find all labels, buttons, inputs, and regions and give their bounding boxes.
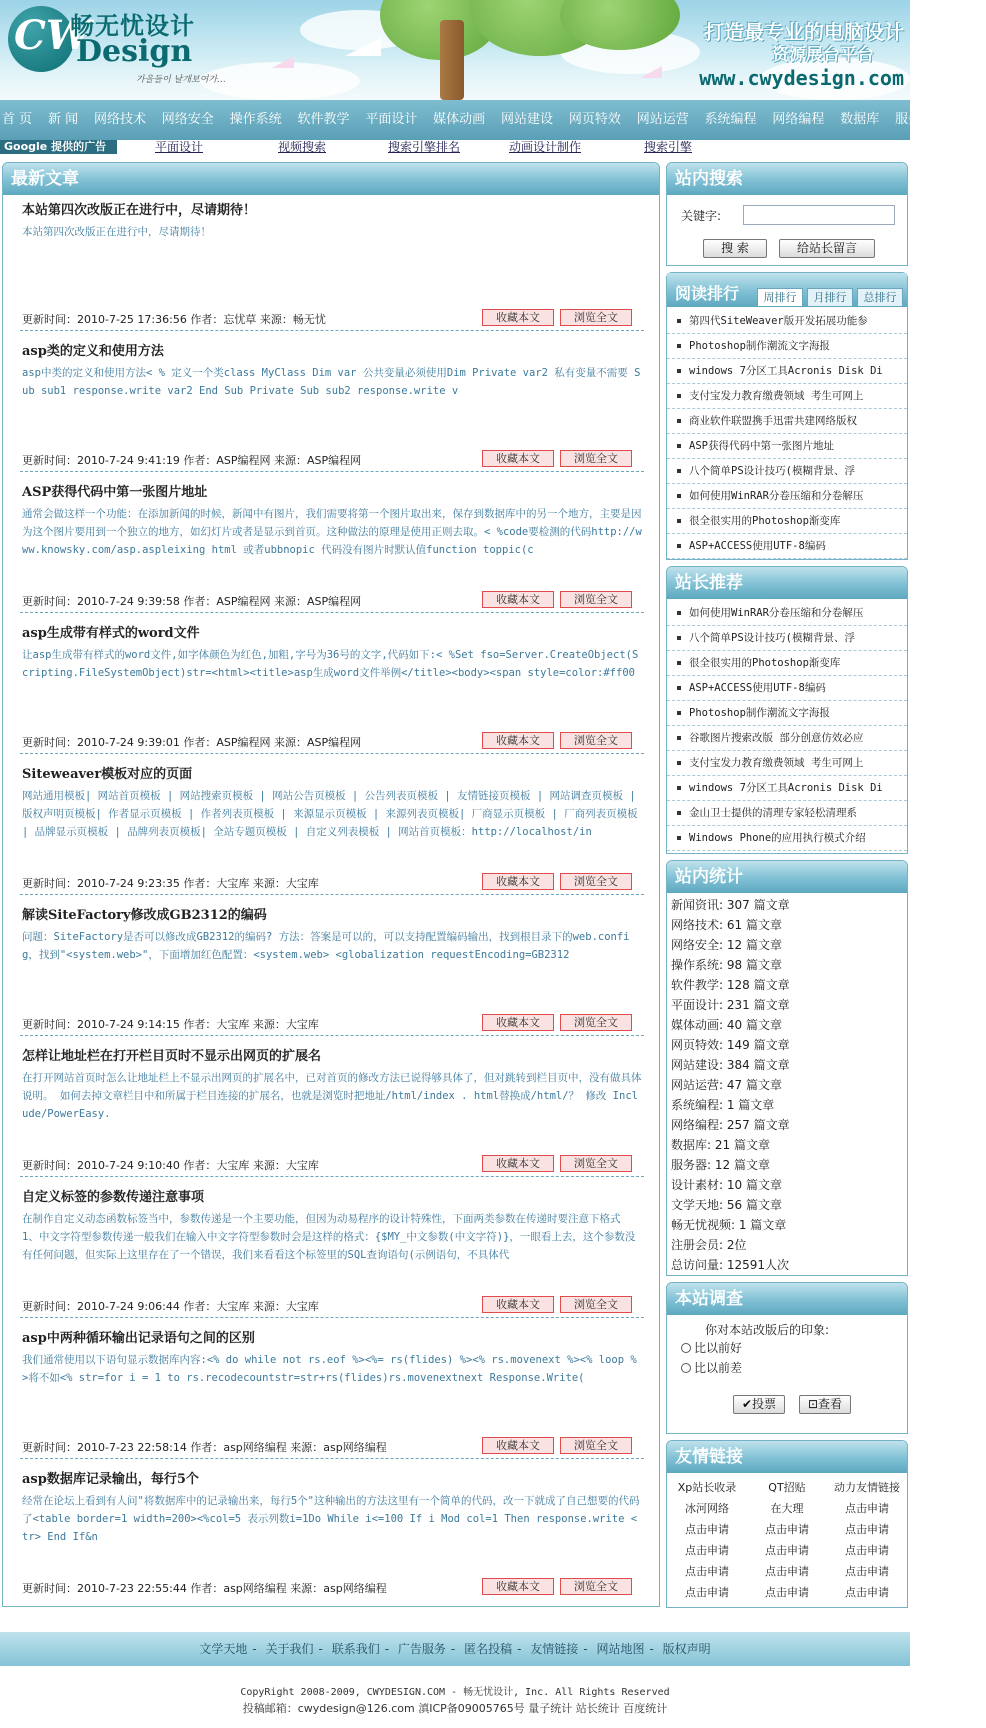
list-item-label: ASP获得代码中第一张图片地址	[689, 440, 834, 452]
ad-link[interactable]: 搜索引擎	[644, 140, 693, 154]
nav-item-materials[interactable]: 素 材	[949, 112, 981, 127]
list-item[interactable]	[667, 626, 907, 651]
bullet-icon	[677, 494, 681, 498]
search-button[interactable]: 搜 索	[703, 239, 767, 258]
article-meta: 更新时间：2010-7-24 9:14:15 作者：大宝库 来源：大宝库	[22, 1018, 319, 1031]
list-item-label: 商业软件联盟携手迅雷共建网络版权	[689, 415, 857, 427]
list-item[interactable]	[667, 384, 907, 409]
list-item-label: 谷歌图片搜索改版 部分创意仿效必应	[689, 732, 864, 744]
list-item[interactable]	[667, 651, 907, 676]
bullet-icon	[677, 319, 681, 323]
stat-item: 数据库: 21 篇文章	[671, 1138, 770, 1152]
list-item[interactable]	[667, 801, 907, 826]
list-item-label: 如何使用WinRAR分卷压缩和分卷解压	[689, 490, 864, 502]
survey-question: 你对本站改版后的印象:	[705, 1323, 830, 1337]
stat-item: 网络编程: 257 篇文章	[671, 1118, 790, 1132]
article-item	[20, 763, 644, 904]
favorite-button[interactable]: 收藏本文	[482, 1296, 554, 1313]
article-title[interactable]: asp类的定义和使用方法	[22, 344, 164, 359]
article-summary: 网站通用模板| 网站首页模板 | 网站搜索页模板 | 网站公告页模板 | 公告列表页模板 | 友情链接页模板 | 网站调查页模板 | 版权声明页模板| 作者显示页模板 | 作者列表页模板 | 来源显示页模板 | 来源列表页模板| 厂商显示页模板 | 厂商列表页模板 | 品牌显示页模板 | 品牌列表页模板| 全站专题页模板 | 自定义列表模板 | 网站首页模板：http://localhost/in	[22, 790, 638, 838]
list-item[interactable]	[667, 701, 907, 726]
article-item	[20, 1327, 644, 1468]
bullet-icon	[677, 761, 681, 765]
article-meta: 更新时间：2010-7-23 22:55:44 作者：asp网络编程 来源：asp网络编程	[22, 1582, 387, 1595]
list-item-label: ASP+ACCESS使用UTF-8编码	[689, 682, 826, 694]
footer-separator: -	[252, 1642, 257, 1656]
article-divider	[20, 330, 644, 331]
footer-link[interactable]: 网站地图	[596, 1642, 645, 1656]
survey-option[interactable]	[681, 1359, 742, 1376]
nav-item-web-building[interactable]: 网站建设	[501, 112, 554, 127]
friend-link[interactable]: 点击申请	[845, 1523, 889, 1536]
main-nav	[0, 100, 981, 140]
favorite-button[interactable]: 收藏本文	[482, 1578, 554, 1595]
article-meta: 更新时间：2010-7-23 22:58:14 作者：asp网络编程 来源：asp网络编程	[22, 1441, 387, 1454]
nav-item-server[interactable]: 服务器	[895, 112, 935, 127]
nav-item-os[interactable]: 操作系统	[229, 112, 282, 127]
read-full-button[interactable]: 浏览全文	[560, 309, 632, 326]
article-divider	[20, 1458, 644, 1459]
paper-plane-icon	[272, 56, 294, 68]
list-item[interactable]	[667, 359, 907, 384]
article-meta: 更新时间：2010-7-24 9:10:40 作者：大宝库 来源：大宝库	[22, 1159, 319, 1172]
read-full-button[interactable]: 浏览全文	[560, 1296, 632, 1313]
article-meta: 更新时间：2010-7-24 9:41:19 作者：ASP编程网 来源：ASP编程网	[22, 454, 362, 467]
friend-link[interactable]: QT招贴	[768, 1481, 806, 1494]
nav-item-network-security[interactable]: 网络安全	[161, 112, 214, 127]
nav-item-web-effects[interactable]: 网页特效	[568, 112, 621, 127]
list-item-label: 八个简单PS设计技巧(模糊背景、浮	[689, 632, 855, 644]
bullet-icon	[677, 344, 681, 348]
ad-link[interactable]: 视频搜索	[278, 140, 327, 154]
list-item[interactable]	[667, 751, 907, 776]
site-search-panel	[666, 162, 908, 266]
list-item[interactable]	[667, 776, 907, 801]
bullet-icon	[677, 469, 681, 473]
survey-option-label: 比以前差	[694, 1361, 743, 1375]
site-survey-title: 本站调查	[667, 1283, 907, 1315]
article-item	[20, 622, 644, 763]
article-item	[20, 199, 644, 340]
friend-link[interactable]: 点击申请	[765, 1544, 809, 1557]
footer-link[interactable]: 广告服务	[397, 1642, 446, 1656]
article-summary: 在打开网站首页时怎么让地址栏上不显示出网页的扩展名中，已对首页的修改方法已说得够具体了，但对跳转到栏目页中，没有做具体说明。 如何去掉文章栏目中和所属于栏目连接的扩展名，也就是浏览时把地址/html/index . html替换成/html/？ 修改 Include/PowerEasy.	[22, 1072, 642, 1120]
list-item-label: 支付宝发力教育缴费领域 考生可网上	[689, 757, 864, 769]
site-survey-panel	[666, 1282, 908, 1434]
stat-item: 系统编程: 1 篇文章	[671, 1098, 775, 1112]
logo-chinese-name: 畅无忧设计	[70, 12, 195, 40]
bullet-icon	[677, 544, 681, 548]
friend-link[interactable]: 点击申请	[845, 1544, 889, 1557]
stat-item: 媒体动画: 40 篇文章	[671, 1018, 782, 1032]
article-title[interactable]: 解读SiteFactory修改成GB2312的编码	[22, 908, 267, 923]
article-title[interactable]: ASP获得代码中第一张图片地址	[22, 485, 208, 500]
keyword-input[interactable]	[743, 205, 895, 225]
tab-weekly-rank[interactable]: 周排行	[757, 288, 803, 306]
read-full-button[interactable]: 浏览全文	[560, 1014, 632, 1031]
article-title[interactable]: 本站第四次改版正在进行中，尽请期待！	[22, 203, 257, 218]
footer-separator: -	[384, 1642, 390, 1656]
list-item[interactable]	[667, 334, 907, 359]
nav-item-database[interactable]: 数据库	[840, 112, 880, 127]
ad-link[interactable]: 平面设计	[155, 140, 204, 154]
article-meta: 更新时间：2010-7-24 9:39:01 作者：ASP编程网 来源：ASP编程网	[22, 736, 362, 749]
article-title[interactable]: 自定义标签的参数传递注意事项	[22, 1190, 205, 1205]
latest-articles-title: 最新文章	[3, 163, 659, 195]
site-url: www.cwydesign.com	[699, 66, 904, 90]
icp-and-stats-text: 投稿邮箱：cwydesign@126.com 滇ICP备09005765号 量子统计 站长统计 百度统计	[242, 1702, 668, 1715]
nav-item-animation[interactable]: 媒体动画	[433, 112, 486, 127]
nav-item-network-programming[interactable]: 网络编程	[772, 112, 825, 127]
article-title[interactable]: Siteweaver模板对应的页面	[22, 767, 193, 782]
bullet-icon	[677, 394, 681, 398]
footer-link[interactable]: 友情链接	[530, 1642, 579, 1656]
favorite-button[interactable]: 收藏本文	[482, 873, 554, 890]
article-meta: 更新时间：2010-7-24 9:23:35 作者：大宝库 来源：大宝库	[22, 877, 319, 890]
survey-option-label: 比以前好	[694, 1341, 743, 1355]
friend-link[interactable]: 点击申请	[845, 1586, 889, 1599]
favorite-button[interactable]: 收藏本文	[482, 1437, 554, 1454]
footer-separator: -	[517, 1642, 522, 1656]
list-item-label: Photoshop制作潮流文字海报	[689, 340, 830, 352]
list-item-label: ASP+ACCESS使用UTF-8编码	[689, 540, 826, 552]
article-meta: 更新时间：2010-7-24 9:06:44 作者：大宝库 来源：大宝库	[22, 1300, 319, 1313]
friend-links-title: 友情链接	[667, 1441, 907, 1473]
logo-tagline: 가을들이 날개보여가…	[136, 75, 227, 85]
paper-plane-icon	[640, 66, 662, 78]
vote-button-label: 投票	[752, 1397, 777, 1411]
stat-item: 设计素材: 10 篇文章	[671, 1178, 782, 1192]
stat-item: 畅无忧视频: 1 篇文章	[671, 1218, 787, 1232]
friend-link[interactable]: 点击申请	[685, 1523, 729, 1536]
list-item-label: 如何使用WinRAR分卷压缩和分卷解压	[689, 607, 864, 619]
footer-link[interactable]: 版权声明	[662, 1642, 711, 1656]
footer-separator: -	[450, 1642, 456, 1656]
list-item[interactable]	[667, 676, 907, 701]
friend-link[interactable]: 在大理	[770, 1502, 804, 1515]
read-full-button[interactable]: 浏览全文	[560, 732, 632, 749]
paper-plane-icon	[345, 38, 381, 56]
list-item[interactable]	[667, 484, 907, 509]
bullet-icon	[677, 811, 681, 815]
google-ads-bar	[0, 140, 910, 154]
bullet-icon	[677, 836, 681, 840]
reading-rank-header	[667, 273, 907, 307]
ads-label[interactable]: Google 提供的广告	[0, 140, 117, 154]
bullet-icon	[677, 636, 681, 640]
friend-link[interactable]: 点击申请	[685, 1586, 729, 1599]
friend-links-panel	[666, 1440, 908, 1608]
article-divider	[20, 894, 644, 895]
article-divider	[20, 1176, 644, 1177]
footer-separator: -	[318, 1642, 323, 1656]
reading-rank-panel	[666, 272, 908, 560]
article-summary: 经常在论坛上看到有人问"将数据库中的记录输出来，每行5个"这种输出的方法这里有一个简单的代码，改一下就成了自己想要的代码了<table border=1 width=200><%col=5 表示列数i=1Do While i<=100 If i Mod col=1 Then response.write <tr> End If&n	[22, 1495, 640, 1543]
read-full-button[interactable]: 浏览全文	[560, 1437, 632, 1454]
stat-item: 软件教学: 128 篇文章	[671, 978, 790, 992]
radio-button[interactable]	[681, 1343, 691, 1353]
friend-link[interactable]: 冰河网络	[685, 1502, 729, 1515]
tab-total-rank[interactable]: 总排行	[857, 288, 903, 306]
stat-item: 网页特效: 149 篇文章	[671, 1038, 790, 1052]
recommend-list	[667, 599, 907, 851]
nav-item-news[interactable]: 新 闻	[47, 112, 79, 127]
footer-separator: -	[583, 1642, 588, 1656]
nav-item-software[interactable]: 软件教学	[297, 112, 350, 127]
stat-item: 总访问量: 12591人次	[671, 1258, 790, 1272]
site-stats-panel	[666, 860, 908, 1276]
friend-link[interactable]: 点击申请	[685, 1544, 729, 1557]
friend-link[interactable]: 点击申请	[685, 1565, 729, 1578]
nav-item-graphic-design[interactable]: 平面设计	[365, 112, 418, 127]
bullet-icon	[677, 686, 681, 690]
tree-trunk-decoration	[440, 20, 464, 100]
tab-monthly-rank[interactable]: 月排行	[807, 288, 853, 306]
list-item-label: 很全很实用的Photoshop渐变库	[689, 515, 841, 527]
nav-item-operations[interactable]: 网站运营	[636, 112, 689, 127]
article-title[interactable]: asp数据库记录输出，每行5个	[22, 1472, 199, 1487]
magnifier-icon: ⊡	[807, 1397, 819, 1411]
article-summary: 在制作自定义动态函数标签当中，参数传递是一个主要功能，但因为动易程序的设计特殊性，下面两类参数在传递时要注意下格式 1、中文字符型参数传递一般我们在输入中文字符型参数时会是这样的格式：{$MY_中文参数(中文字符)}，一眼看上去，这个参数没有任何问题，但实际上这里存在了一个错误，我们来看看这个标签里的SQL查询语句(示例语句，不具体代	[22, 1213, 636, 1261]
vote-button[interactable]	[733, 1395, 785, 1414]
logo-english-name: Design	[76, 34, 193, 69]
article-item	[20, 904, 644, 1045]
keyword-label: 关键字:	[681, 209, 722, 223]
footer-link[interactable]: 文学天地	[199, 1642, 248, 1656]
footer-link[interactable]: 联系我们	[331, 1642, 380, 1656]
friend-link[interactable]: 点击申请	[765, 1565, 809, 1578]
article-item	[20, 1186, 644, 1327]
list-item-label: windows 7分区工具Acronis Disk Di	[689, 365, 883, 377]
stat-item: 网站运营: 47 篇文章	[671, 1078, 782, 1092]
list-item-label: 八个简单PS设计技巧(模糊背景、浮	[689, 465, 855, 477]
favorite-button[interactable]: 收藏本文	[482, 591, 554, 608]
friend-link[interactable]: 点击申请	[845, 1502, 889, 1515]
article-summary: 我们通常使用以下语句显示数据库内容:<% do while not rs.eof %><%= rs(flides) %><% rs.movenext %><% loop %>将不如<% str=for i = 1 to rs.recodecountstr=str+rs(flides)rs.movenextnext Response.Write(	[22, 1354, 637, 1384]
footer-link[interactable]: 关于我们	[265, 1642, 314, 1656]
article-item	[20, 1468, 644, 1609]
favorite-button[interactable]: 收藏本文	[482, 1155, 554, 1172]
stat-item: 网站建设: 384 篇文章	[671, 1058, 790, 1072]
article-summary: 让asp生成带有样式的word文件,如字体颜色为红色,加粗,字号为36号的文字,代码如下:< %Set fso=Server.CreateObject(Scripting.FileSystemObject)str=<html><title>asp生成word文件举例</title><body><span style=color:#ff00	[22, 649, 639, 679]
nav-item-system-programming[interactable]: 系统编程	[704, 112, 757, 127]
survey-option[interactable]	[681, 1339, 742, 1356]
footer-link[interactable]: 匿名投稿	[464, 1642, 513, 1656]
article-item	[20, 1045, 644, 1186]
radio-button[interactable]	[681, 1363, 691, 1373]
article-title[interactable]: asp中两种循环输出记录语句之间的区别	[22, 1331, 255, 1346]
friend-link[interactable]: 动力友情链接	[834, 1481, 900, 1494]
slogan-line-1: 打造最专业的电脑设计	[704, 20, 904, 44]
article-summary: 通常会做这样一个功能：在添加新闻的时候，新闻中有图片，我们需要将第一个图片取出来，保存到数据库中的另一个地方，主要是因为这个图片要用到一个独立的地方，如幻灯片或者是显示到首页。这种做法的原理是使用正则去取。< %code要检测的代码http://www.knowsky.com/asp.aspleixing html 或者ubbnopic 代码没有图片时默认值function toppic(c	[22, 508, 642, 556]
article-summary: 问题：SiteFactory是否可以修改成GB2312的编码? 方法：答案是可以的，可以支持配置编码输出，找到根目录下的web.config，找到"<system.web>"，下面增加红色配置：<system.web> <globalization requestEncoding=GB2312	[22, 931, 630, 961]
list-item[interactable]	[667, 459, 907, 484]
list-item[interactable]	[667, 409, 907, 434]
read-full-button[interactable]: 浏览全文	[560, 450, 632, 467]
article-summary: 本站第四次改版正在进行中，尽请期待！	[22, 226, 211, 238]
list-item[interactable]	[667, 534, 907, 559]
read-full-button[interactable]: 浏览全文	[560, 1578, 632, 1595]
article-divider	[20, 1035, 644, 1036]
view-results-label: 查看	[818, 1397, 843, 1411]
favorite-button[interactable]: 收藏本文	[482, 450, 554, 467]
latest-articles-panel	[2, 162, 660, 1607]
bullet-icon	[677, 786, 681, 790]
stat-item: 服务器: 12 篇文章	[671, 1158, 770, 1172]
stat-item: 文学天地: 56 篇文章	[671, 1198, 782, 1212]
list-item[interactable]	[667, 726, 907, 751]
article-divider	[20, 471, 644, 472]
list-item-label: 很全很实用的Photoshop渐变库	[689, 657, 841, 669]
article-meta: 更新时间：2010-7-24 9:39:58 作者：ASP编程网 来源：ASP编程网	[22, 595, 362, 608]
ad-link[interactable]: 搜索引擎排名	[388, 140, 461, 154]
stats-list	[667, 893, 907, 1275]
view-results-button[interactable]	[799, 1395, 851, 1414]
stat-item: 注册会员: 2位	[671, 1238, 747, 1252]
logo-mark: CW	[14, 12, 91, 59]
checkmark-icon: ✔	[741, 1397, 753, 1411]
friend-link[interactable]: 点击申请	[765, 1523, 809, 1536]
list-item-label: 金山卫士提供的清理专家轻松清理系	[689, 807, 857, 819]
article-divider	[20, 753, 644, 754]
friend-link[interactable]: 点击申请	[765, 1586, 809, 1599]
list-item-label: Windows Phone的应用执行模式介绍	[689, 832, 866, 844]
stat-item: 网络技术: 61 篇文章	[671, 918, 782, 932]
reading-rank-title: 阅读排行	[675, 284, 740, 303]
site-stats-title: 站内统计	[667, 861, 907, 893]
bullet-icon	[677, 661, 681, 665]
favorite-button[interactable]: 收藏本文	[482, 1014, 554, 1031]
article-meta: 更新时间：2010-7-25 17:36:56 作者：忘忧草 来源：畅无忧	[22, 313, 326, 326]
stat-item: 新闻资讯: 307 篇文章	[671, 898, 790, 912]
recommend-panel	[666, 566, 908, 854]
slogan-line-2: 资源展台平台	[772, 45, 874, 65]
header-banner	[0, 0, 910, 100]
read-full-button[interactable]: 浏览全文	[560, 1155, 632, 1172]
list-item-label: Photoshop制作潮流文字海报	[689, 707, 830, 719]
article-summary: asp中类的定义和使用方法< % 定义一个类class MyClass Dim var 公共变量必须使用Dim Private var2 私有变量不需要 Sub sub1 response.write var2 End Sub Private Sub sub2 response.write v	[22, 367, 641, 397]
leave-message-button[interactable]: 给站长留言	[779, 239, 875, 258]
friend-link[interactable]: Xp站长收录	[677, 1481, 737, 1494]
bullet-icon	[677, 444, 681, 448]
reading-rank-list	[667, 307, 907, 559]
ad-link[interactable]: 动画设计制作	[509, 140, 582, 154]
bullet-icon	[677, 369, 681, 373]
bullet-icon	[677, 419, 681, 423]
list-item[interactable]	[667, 601, 907, 626]
bullet-icon	[677, 711, 681, 715]
copyright-text: CopyRight 2008-2009, CWYDESIGN.COM - 畅无忧设计, Inc. All Rights Reserved	[240, 1687, 670, 1698]
article-item	[20, 481, 644, 622]
site-search-title: 站内搜索	[667, 163, 907, 195]
footer-links-bar	[0, 1632, 910, 1666]
bullet-icon	[677, 519, 681, 523]
recommend-title: 站长推荐	[667, 567, 907, 599]
article-title[interactable]: asp生成带有样式的word文件	[22, 626, 200, 641]
list-item-label: 第四代SiteWeaver版开发拓展功能参	[689, 315, 868, 327]
friend-link[interactable]: 点击申请	[845, 1565, 889, 1578]
list-item-label: 支付宝发力教育缴费领域 考生可网上	[689, 390, 864, 402]
bullet-icon	[677, 736, 681, 740]
article-title[interactable]: 怎样让地址栏在打开栏目页时不显示出网页的扩展名	[22, 1049, 322, 1064]
article-divider	[20, 612, 644, 613]
stat-item: 平面设计: 231 篇文章	[671, 998, 790, 1012]
bullet-icon	[677, 611, 681, 615]
footer-separator: -	[649, 1642, 654, 1656]
nav-item-home[interactable]: 首 页	[2, 112, 33, 127]
list-item-label: windows 7分区工具Acronis Disk Di	[689, 782, 883, 794]
article-item	[20, 340, 644, 481]
list-item[interactable]	[667, 509, 907, 534]
list-item[interactable]	[667, 434, 907, 459]
favorite-button[interactable]: 收藏本文	[482, 309, 554, 326]
stat-item: 网络安全: 12 篇文章	[671, 938, 782, 952]
favorite-button[interactable]: 收藏本文	[482, 732, 554, 749]
nav-item-network-tech[interactable]: 网络技术	[93, 112, 146, 127]
stat-item: 操作系统: 98 篇文章	[671, 958, 782, 972]
read-full-button[interactable]: 浏览全文	[560, 873, 632, 890]
read-full-button[interactable]: 浏览全文	[560, 591, 632, 608]
list-item[interactable]	[667, 826, 907, 851]
list-item[interactable]	[667, 309, 907, 334]
article-divider	[20, 1317, 644, 1318]
